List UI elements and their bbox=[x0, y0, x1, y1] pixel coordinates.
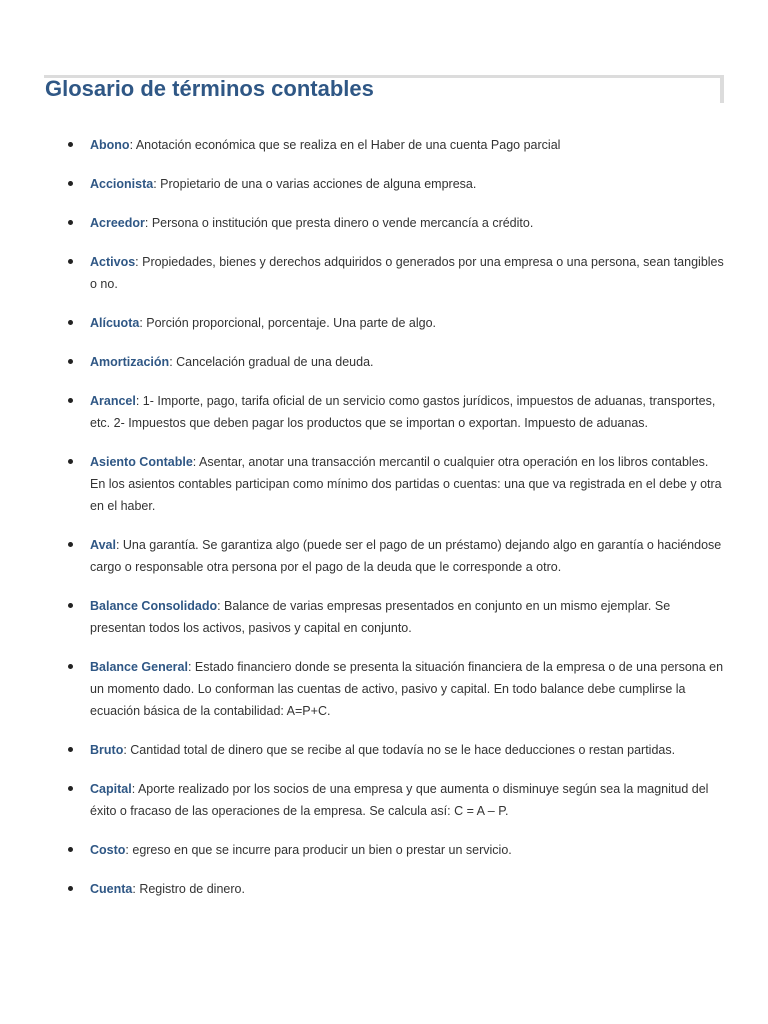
glossary-definition: : Porción proporcional, porcentaje. Una parte de algo. bbox=[139, 316, 437, 330]
glossary-term: Aval bbox=[90, 538, 116, 552]
glossary-term: Costo bbox=[90, 843, 126, 857]
bullet-icon bbox=[68, 847, 73, 852]
glossary-term: Accionista bbox=[90, 177, 154, 191]
glossary-item bbox=[64, 739, 724, 761]
glossary-term: Cuenta bbox=[90, 882, 133, 896]
glossary-list bbox=[64, 134, 724, 917]
bullet-icon bbox=[68, 786, 73, 791]
glossary-item bbox=[64, 251, 724, 295]
bullet-icon bbox=[68, 320, 73, 325]
glossary-term: Alícuota bbox=[90, 316, 140, 330]
glossary-term: Asiento Contable bbox=[90, 455, 193, 469]
bullet-icon bbox=[68, 664, 73, 669]
glossary-term: Capital bbox=[90, 782, 132, 796]
glossary-item bbox=[64, 656, 724, 722]
bullet-icon bbox=[68, 359, 73, 364]
glossary-item bbox=[64, 312, 724, 334]
bullet-icon bbox=[68, 886, 73, 891]
glossary-definition: : Balance de varias empresas presentados en conjunto en un mismo ejemplar. Se presentan todos los activos, pasivos y capital en conjunto. bbox=[90, 599, 671, 635]
glossary-item bbox=[64, 173, 724, 195]
bullet-icon bbox=[68, 459, 73, 464]
glossary-item bbox=[64, 212, 724, 234]
glossary-item bbox=[64, 778, 724, 822]
glossary-term: Abono bbox=[90, 138, 130, 152]
glossary-item bbox=[64, 351, 724, 373]
glossary-item bbox=[64, 390, 724, 434]
glossary-item bbox=[64, 534, 724, 578]
bullet-icon bbox=[68, 259, 73, 264]
glossary-definition: : Asentar, anotar una transacción mercantil o cualquier otra operación en los libros contables. En los asientos contables participan como mínimo dos partidas o cuentas: una que va registrada en el debe y otra en el haber. bbox=[90, 455, 722, 513]
glossary-definition: : Anotación económica que se realiza en el Haber de una cuenta Pago parcial bbox=[129, 138, 561, 152]
glossary-definition: : Aporte realizado por los socios de una empresa y que aumenta o disminuye según sea la magnitud del éxito o fracaso de las operaciones de la empresa. Se calcula así: C = A – P. bbox=[90, 782, 709, 818]
glossary-definition: : Propiedades, bienes y derechos adquiridos o generados por una empresa o una persona, sean tangibles o no. bbox=[90, 255, 724, 291]
glossary-definition: : Registro de dinero. bbox=[132, 882, 245, 896]
glossary-item bbox=[64, 595, 724, 639]
glossary-item bbox=[64, 878, 724, 900]
bullet-icon bbox=[68, 142, 73, 147]
glossary-definition: : Una garantía. Se garantiza algo (puede ser el pago de un préstamo) dejando algo en garantía o haciéndose cargo o responsable otra persona por el pago de la deuda que le corresponde a otro. bbox=[90, 538, 722, 574]
glossary-item bbox=[64, 451, 724, 517]
glossary-definition: : Cancelación gradual de una deuda. bbox=[169, 355, 374, 369]
page-title: Glosario de términos contables bbox=[45, 76, 374, 101]
bullet-icon bbox=[68, 181, 73, 186]
glossary-item bbox=[64, 839, 724, 861]
bullet-icon bbox=[68, 603, 73, 608]
glossary-term: Arancel bbox=[90, 394, 136, 408]
glossary-definition: : egreso en que se incurre para producir un bien o prestar un servicio. bbox=[125, 843, 512, 857]
glossary-term: Amortización bbox=[90, 355, 170, 369]
bullet-icon bbox=[68, 747, 73, 752]
glossary-definition: : Estado financiero donde se presenta la situación financiera de la empresa o de una persona en un momento dado. Lo conforman las cuentas de activo, pasivo y capital. En todo balance debe cumplirse la ecuación básica de la contabilidad: A=P+C. bbox=[90, 660, 724, 718]
bullet-icon bbox=[68, 220, 73, 225]
glossary-term: Balance Consolidado bbox=[90, 599, 218, 613]
glossary-definition: : Propietario de una o varias acciones de alguna empresa. bbox=[153, 177, 477, 191]
bullet-icon bbox=[68, 542, 73, 547]
glossary-definition: : Persona o institución que presta dinero o vende mercancía a crédito. bbox=[144, 216, 534, 230]
glossary-definition: : Cantidad total de dinero que se recibe al que todavía no se le hace deducciones o restan partidas. bbox=[123, 743, 676, 757]
glossary-term: Activos bbox=[90, 255, 136, 269]
glossary-definition: : 1- Importe, pago, tarifa oficial de un servicio como gastos jurídicos, impuestos de aduanas, transportes, etc. 2- Impuestos que deben pagar los productos que se importan o exportan. Impuesto de aduanas. bbox=[90, 394, 716, 430]
glossary-term: Balance General bbox=[90, 660, 188, 674]
glossary-term: Acreedor bbox=[90, 216, 145, 230]
glossary-item bbox=[64, 134, 724, 156]
bullet-icon bbox=[68, 398, 73, 403]
glossary-term: Bruto bbox=[90, 743, 124, 757]
